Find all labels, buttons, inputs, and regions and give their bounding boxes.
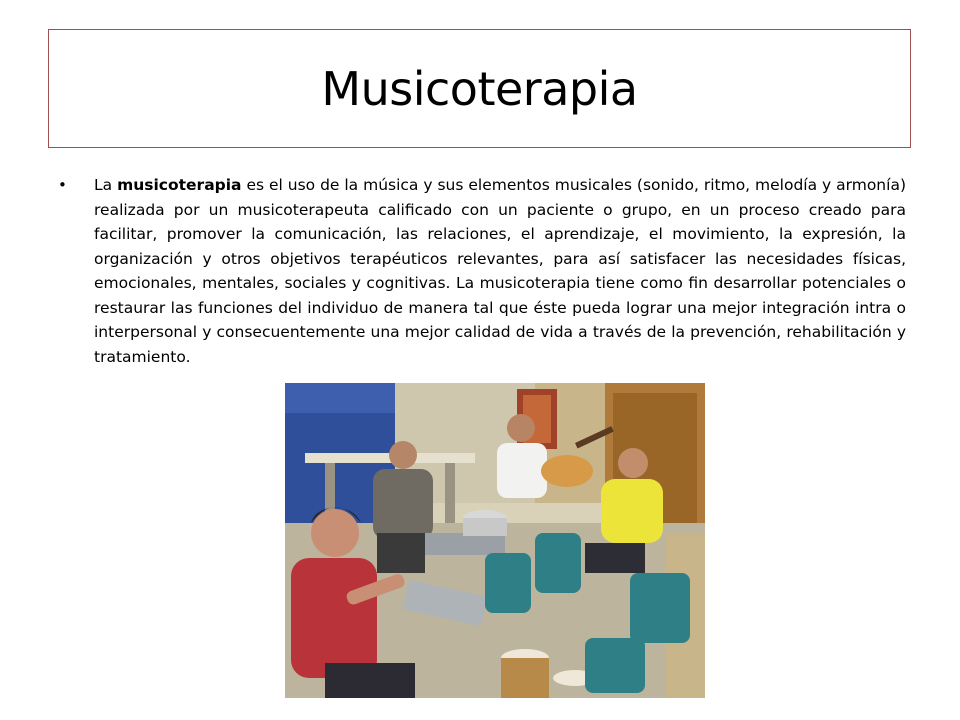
slide-title: Musicoterapia	[321, 61, 638, 116]
bullet-icon: •	[58, 176, 67, 194]
paragraph-rest: es el uso de la música y sus elementos musicales (sonido, ritmo, melodía y armonía) realizada por un musicoterapeuta calificado con un paciente o grupo, en un proceso creado para facilitar, promover la comunicación, las relaciones, el aprendizaje, el movimiento, la expresión, la organización y otros objetivos terapéuticos relevantes, para así satisfacer las necesidades físicas, emocionales, mentales, sociales y cognitivas. La musicoterapia tiene como fin desarrollar potenciales o restaurar las funciones del individuo de manera tal que éste pueda lograr una mejor integración intra o interpersonal y consecuentemente una mejor calidad de vida a través de la prevención, rehabilitación y tratamiento.	[94, 176, 906, 366]
music-therapy-photo	[285, 383, 705, 698]
body-content	[58, 173, 906, 369]
paragraph-emphasis: musicoterapia	[117, 176, 242, 194]
body-paragraph	[94, 173, 906, 369]
paragraph-intro: La	[94, 176, 118, 194]
bullet-item	[58, 173, 906, 369]
title-box	[48, 29, 911, 148]
